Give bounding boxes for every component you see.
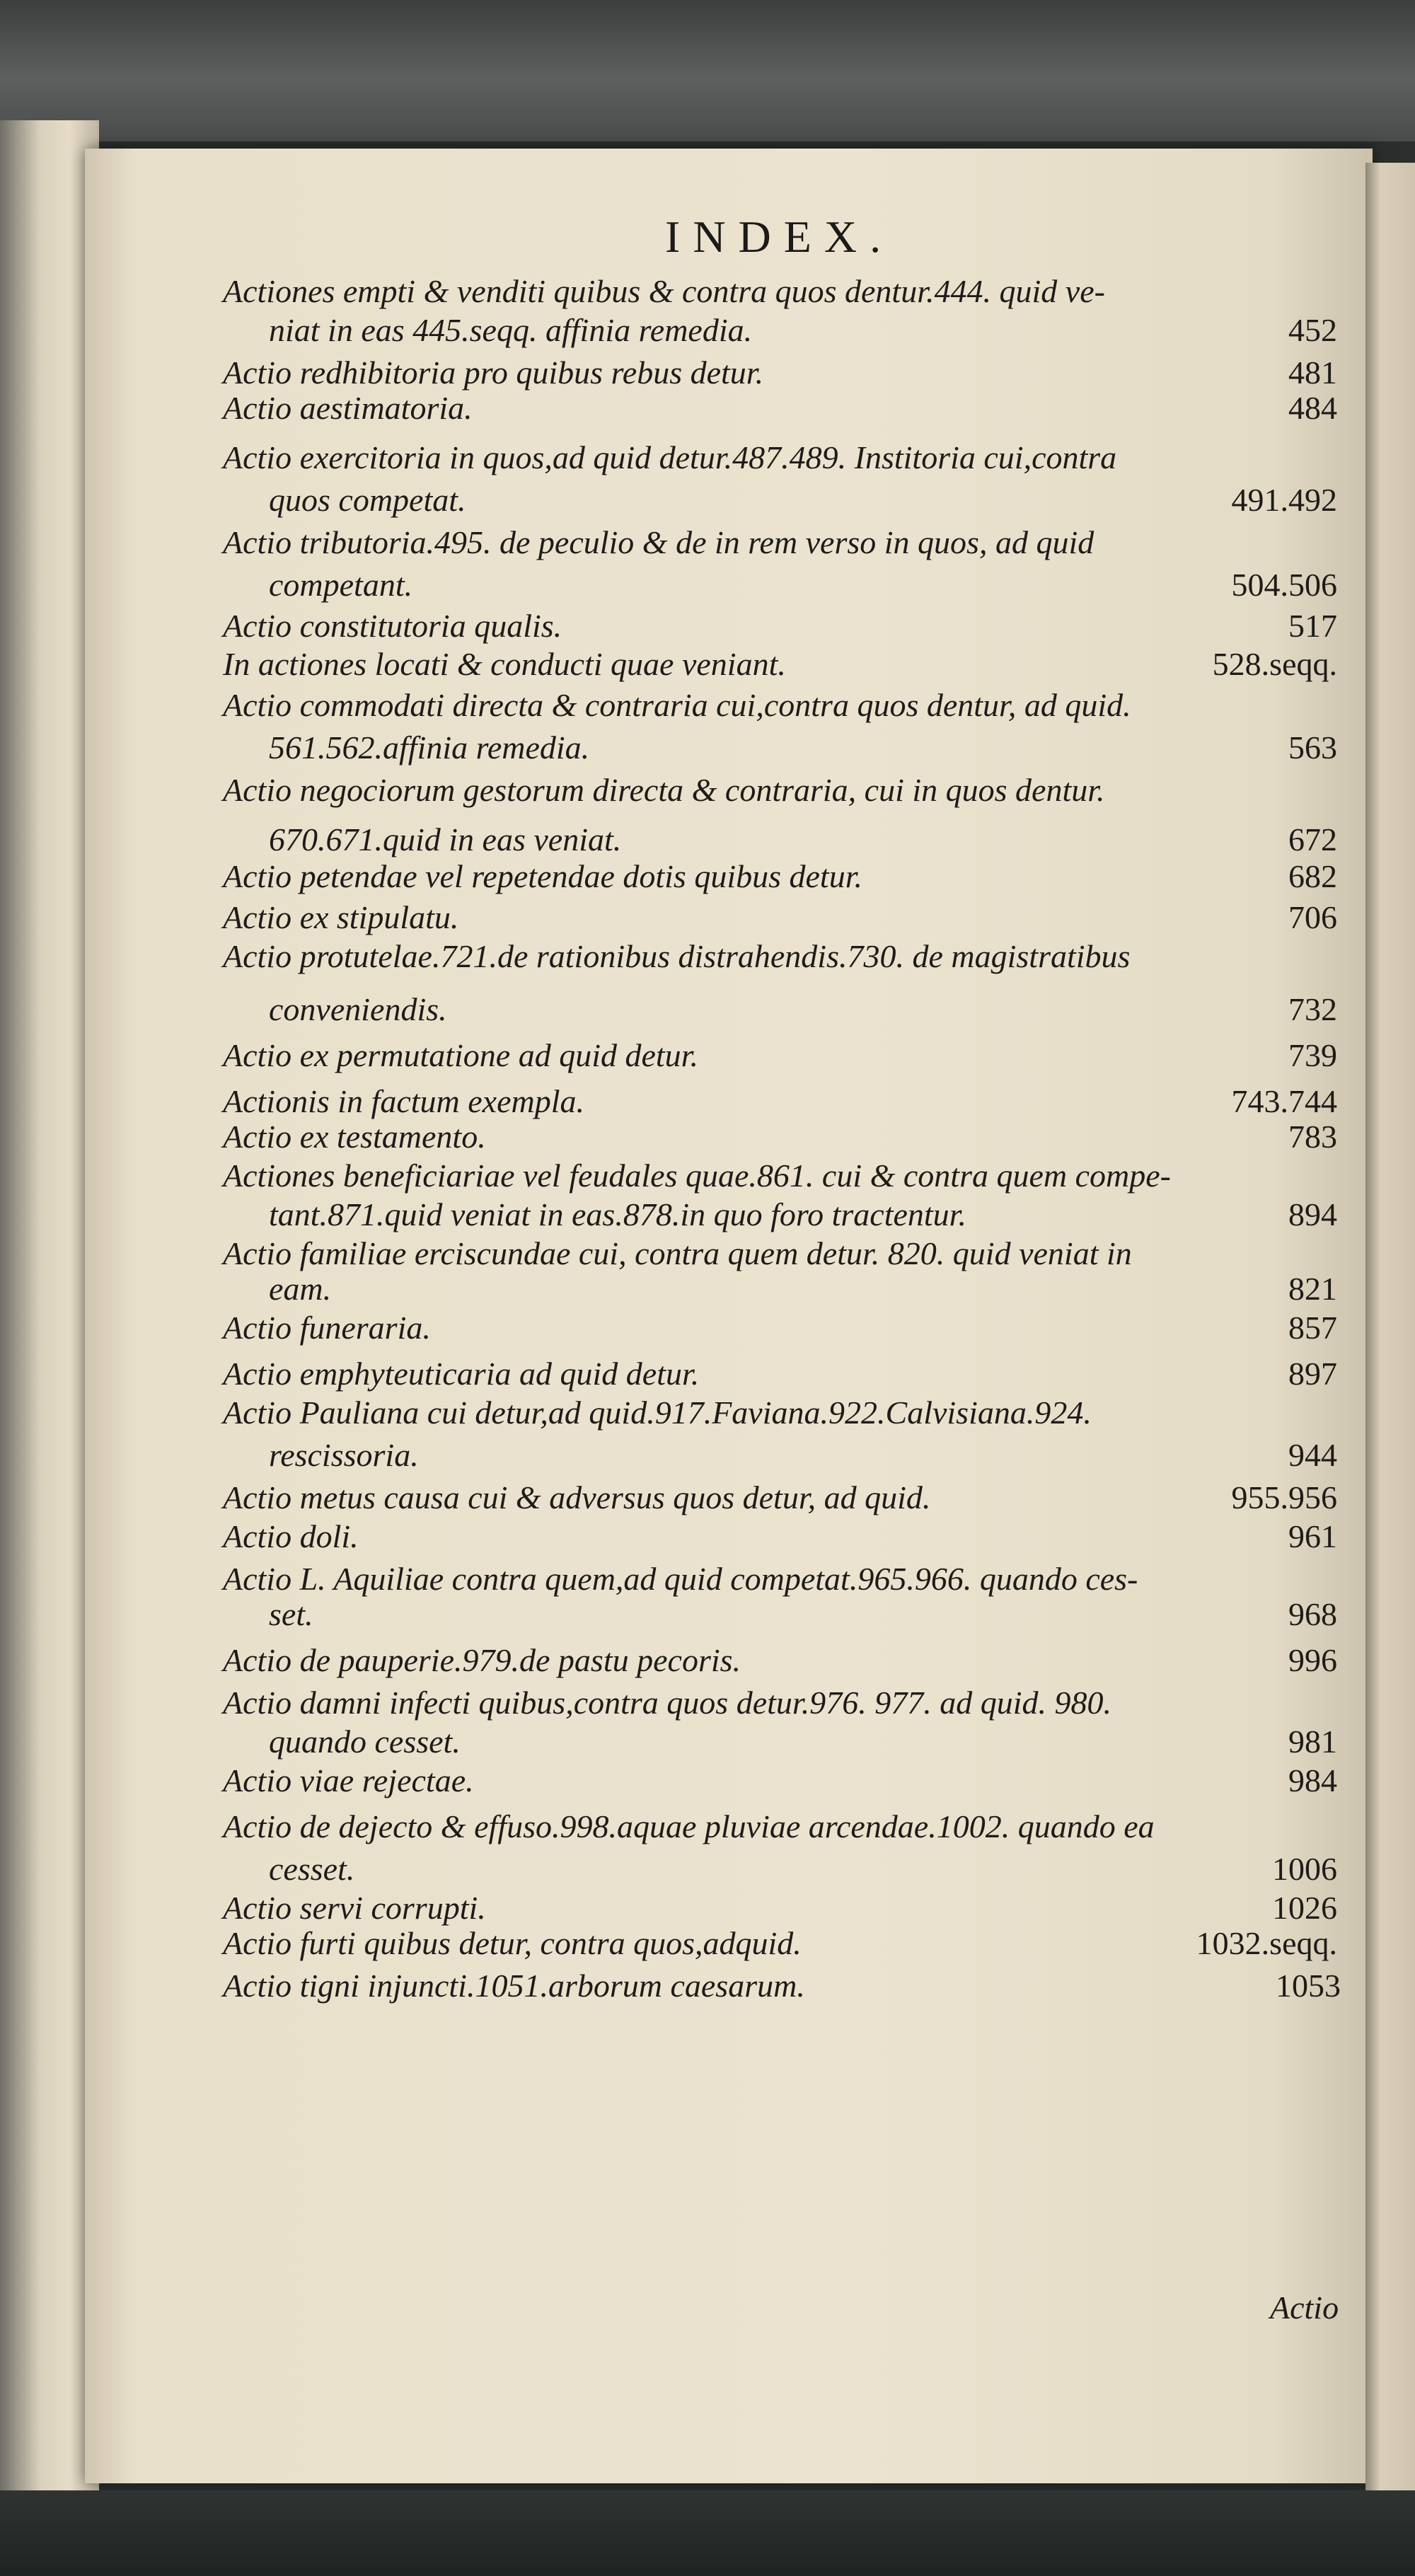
index-entry-text: conveniendis.	[269, 991, 447, 1027]
index-entry	[269, 1196, 1337, 1238]
index-entry-text: Actionis in factum exempla.	[223, 1083, 584, 1119]
index-entry-page-number: 897	[1288, 1356, 1337, 1392]
index-entry-text: quos competat.	[269, 482, 466, 518]
index-entry-page-number: 706	[1288, 899, 1337, 935]
index-entry-text: Actio ex stipulatu.	[223, 899, 459, 935]
index-entry	[223, 1036, 1337, 1079]
index-entry	[223, 937, 1337, 980]
index-entry-text: niat in eas 445.seqq. affinia remedia.	[269, 312, 753, 348]
index-entry-page-number: 968	[1288, 1596, 1337, 1632]
index-entry-page-number: 672	[1288, 821, 1337, 857]
index-entry	[223, 1808, 1337, 1850]
index-entry	[223, 524, 1337, 566]
index-entry-page-number: 491.492	[1231, 482, 1337, 518]
index-entry-page-number: 682	[1288, 858, 1337, 894]
index-entry-text: Actio constitutoria qualis.	[223, 608, 562, 644]
index-entry-text: Actio servi corrupti.	[223, 1890, 486, 1926]
page-header: INDEX.	[665, 212, 894, 262]
index-entry	[223, 1967, 1341, 2009]
index-entry-page-number: 1006	[1272, 1851, 1337, 1887]
index-entry-page-number: 984	[1288, 1762, 1337, 1798]
index-entry-text: Actio funeraria.	[223, 1310, 431, 1346]
index-entry-text: Actiones beneficiariae vel feudales quae.861. cui & contra quem compe-	[223, 1157, 1171, 1194]
index-entry	[223, 1518, 1337, 1560]
index-entry-page-number: 732	[1288, 991, 1337, 1027]
scanner-background-bottom	[0, 2490, 1415, 2576]
index-entry-text: Actio L. Aquiliae contra quem,ad quid competat.965.966. quando ces-	[223, 1561, 1138, 1597]
index-entry-text: competant.	[269, 567, 413, 603]
index-entry	[269, 821, 1337, 863]
index-entry-page-number: 821	[1288, 1271, 1337, 1307]
index-entry	[223, 1641, 1337, 1684]
index-entry-page-number: 961	[1288, 1518, 1337, 1554]
index-entry	[223, 607, 1337, 649]
index-entry	[269, 566, 1337, 608]
index-entry-page-number: 783	[1288, 1119, 1337, 1155]
index-entry-text: tant.871.quid veniat in eas.878.in quo foro tractentur.	[269, 1196, 966, 1232]
index-entry-text: Actio aestimatoria.	[223, 390, 473, 426]
scanner-background-top	[0, 0, 1415, 141]
index-entry	[269, 729, 1337, 771]
index-entry	[223, 272, 1337, 315]
index-entry-page-number: 517	[1288, 608, 1337, 644]
index-entry	[223, 1118, 1337, 1160]
page-fore-edge	[1365, 163, 1415, 2490]
index-entry	[223, 1394, 1337, 1436]
index-entry-text: Actio petendae vel repetendae dotis quibus detur.	[223, 858, 863, 894]
index-entry	[223, 857, 1337, 900]
index-entry	[223, 1924, 1337, 1967]
index-entry-text: Actio negociorum gestorum directa & contraria, cui in quos dentur.	[223, 772, 1105, 808]
index-entry-page-number: 452	[1288, 312, 1337, 348]
index-entry	[223, 439, 1337, 481]
index-entry-text: Actio tigni injuncti.1051.arborum caesarum.	[223, 1968, 805, 2004]
book-binding-edge	[0, 120, 99, 2497]
index-entry	[269, 1436, 1337, 1479]
index-entry	[223, 686, 1337, 729]
index-entry	[269, 1850, 1337, 1893]
index-entry-text: Actio ex testamento.	[223, 1119, 486, 1155]
catchword: Actio	[1270, 2289, 1339, 2326]
index-entry-text: quando cesset.	[269, 1723, 461, 1760]
index-entry	[269, 1270, 1337, 1312]
index-entry-text: Actio familiae erciscundae cui, contra quem detur. 820. quid veniat in	[223, 1235, 1132, 1271]
index-entry-page-number: 739	[1288, 1037, 1337, 1073]
index-entry-text: eam.	[269, 1271, 332, 1307]
index-entry-page-number: 981	[1288, 1723, 1337, 1760]
index-entry-text: Actiones empti & venditi quibus & contra quos dentur.444. quid ve-	[223, 273, 1105, 309]
index-entry	[223, 645, 1337, 688]
index-entry-page-number: 504.506	[1231, 567, 1337, 603]
index-entry-text: Actio ex permutatione ad quid detur.	[223, 1037, 698, 1073]
index-entry-page-number: 996	[1288, 1642, 1337, 1678]
index-entry-text: Actio Pauliana cui detur,ad quid.917.Faviana.922.Calvisiana.924.	[223, 1394, 1092, 1431]
index-entry-page-number: 857	[1288, 1310, 1337, 1346]
index-entry-text: Actio furti quibus detur, contra quos,adquid.	[223, 1925, 802, 1961]
index-entry	[269, 1723, 1337, 1765]
index-entry-text: 561.562.affinia remedia.	[269, 729, 590, 766]
index-entry	[223, 1762, 1337, 1804]
index-entry-text: In actiones locati & conducti quae veniant.	[223, 646, 786, 682]
index-entry	[223, 1355, 1337, 1397]
index-entry-page-number: 528.seqq.	[1212, 646, 1337, 682]
index-entry-page-number: 1053	[1276, 1968, 1341, 2004]
index-entry	[223, 1684, 1337, 1726]
index-entry	[223, 1157, 1337, 1199]
index-entry-text: Actio damni infecti quibus,contra quos detur.976. 977. ad quid. 980.	[223, 1685, 1111, 1721]
index-entry-page-number: 743.744	[1231, 1083, 1337, 1119]
index-entry	[223, 389, 1337, 432]
index-entry-text: Actio tributoria.495. de peculio & de in rem verso in quos, ad quid	[223, 524, 1095, 560]
index-entry-text: Actio doli.	[223, 1518, 359, 1554]
index-entry-page-number: 1032.seqq.	[1196, 1925, 1337, 1961]
index-entry-text: Actio redhibitoria pro quibus rebus detur.	[223, 354, 764, 391]
index-entry-text: Actio emphyteuticaria ad quid detur.	[223, 1356, 700, 1392]
index-entry-text: rescissoria.	[269, 1437, 419, 1473]
index-entry-page-number: 484	[1288, 390, 1337, 426]
index-entry	[223, 1309, 1337, 1351]
index-entry-text: Actio de dejecto & effuso.998.aquae pluviae arcendae.1002. quando ea	[223, 1808, 1155, 1844]
index-entry	[223, 1479, 1337, 1521]
index-entry	[269, 1595, 1337, 1638]
index-entry-text: Actio protutelae.721.de rationibus distrahendis.730. de magistratibus	[223, 938, 1131, 974]
index-entry-text: Actio de pauperie.979.de pastu pecoris.	[223, 1642, 741, 1678]
index-entry-page-number: 563	[1288, 729, 1337, 766]
index-entry-text: 670.671.quid in eas veniat.	[269, 821, 622, 857]
index-entry-text: Actio metus causa cui & adversus quos detur, ad quid.	[223, 1479, 931, 1515]
index-entry-text: set.	[269, 1596, 313, 1632]
index-entry-text: Actio viae rejectae.	[223, 1762, 474, 1798]
index-entry-text: Actio commodati directa & contraria cui,contra quos dentur, ad quid.	[223, 687, 1131, 723]
index-entry-page-number: 481	[1288, 354, 1337, 391]
index-entry-page-number: 955.956	[1231, 1479, 1337, 1515]
index-entry-text: cesset.	[269, 1851, 355, 1887]
index-entry	[269, 311, 1337, 354]
index-entry	[223, 771, 1337, 814]
index-entry-text: Actio exercitoria in quos,ad quid detur.487.489. Institoria cui,contra	[223, 439, 1117, 475]
index-entry	[269, 990, 1337, 1033]
index-entry-page-number: 944	[1288, 1437, 1337, 1473]
index-entry	[269, 481, 1337, 524]
index-entry-page-number: 1026	[1272, 1890, 1337, 1926]
index-entry-page-number: 894	[1288, 1196, 1337, 1232]
index-entry	[223, 899, 1337, 941]
